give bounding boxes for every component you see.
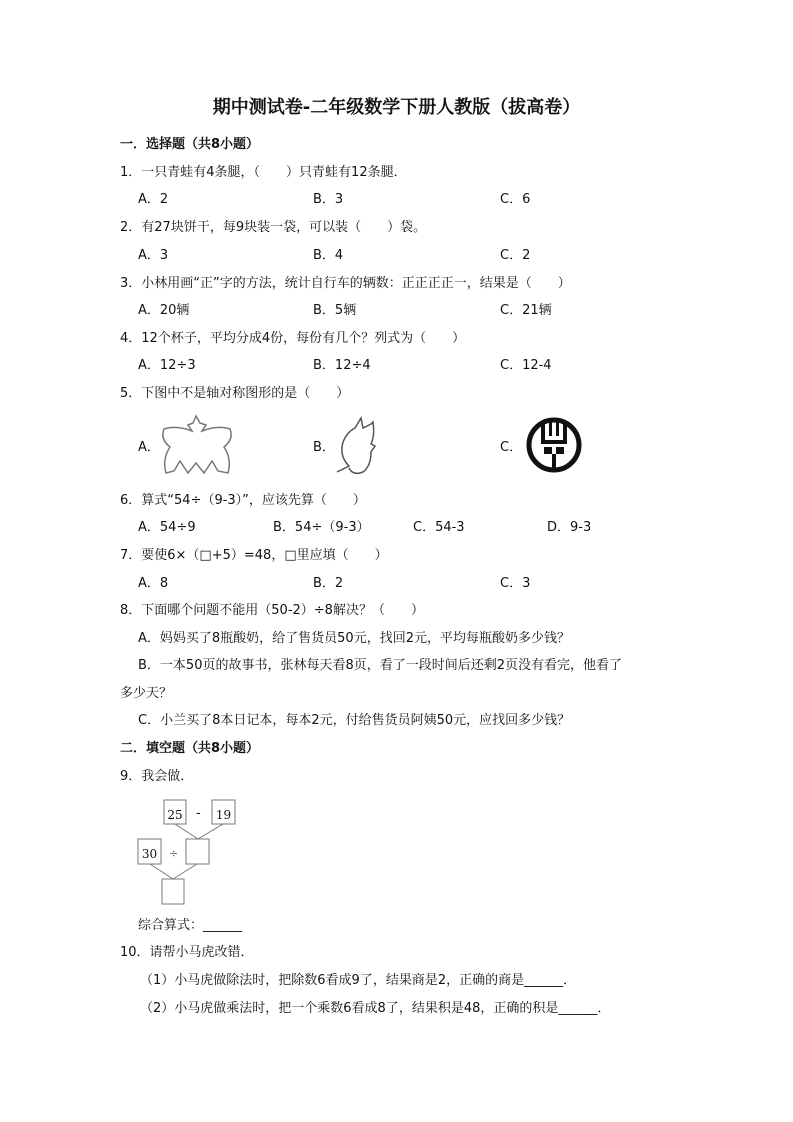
option-b: B．2: [313, 576, 344, 591]
option-c: C．: [500, 440, 523, 455]
question-10-part-2: （2）小马虎做乘法时，把一个乘数6看成8了，结果积是48，正确的积是______．: [140, 1001, 611, 1016]
combined-formula-blank[interactable]: 综合算式：______: [138, 918, 243, 933]
question-6: 6．算式“54÷（9-3）”，应该先算（ ）: [120, 493, 366, 508]
bank-logo-icon: [524, 414, 584, 476]
option-a: A．3: [138, 248, 169, 263]
question-7: 7．要使6×（□+5）=48，□里应填（ ）: [120, 548, 388, 563]
option-a: A．54÷9: [138, 520, 196, 535]
option-c: C．54-3: [413, 520, 465, 535]
diagram-number-19: 19: [215, 808, 232, 822]
section-heading-fill: 二．填空题（共8小题）: [120, 741, 260, 756]
leaf-shape-icon: [335, 416, 379, 478]
question-1: 1．一只青蛙有4条腿，（ ）只青蛙有12条腿．: [120, 165, 407, 180]
page-title: 期中测试卷-二年级数学下册人教版（拔高卷）: [212, 97, 581, 118]
option-b-continued: 多少天？: [120, 686, 173, 701]
question-8: 8．下面哪个问题不能用（50-2）÷8解决？（ ）: [120, 603, 424, 618]
option-a: A．: [138, 440, 160, 455]
option-c: C．3: [500, 576, 531, 591]
option-b: B．3: [313, 192, 344, 207]
butterfly-shape-icon: [160, 413, 236, 477]
question-10-part-1: （1）小马虎做除法时，把除数6看成9了，结果商是2，正确的商是______．: [140, 973, 577, 988]
question-3: 3．小林用画“正”字的方法，统计自行车的辆数：正正正正一，结果是（ ）: [120, 276, 571, 291]
option-a: A．12÷3: [138, 358, 196, 373]
option-b: B．一本50页的故事书，张林每天看8页，看了一段时间后还剩2页没有看完，他看了: [138, 658, 623, 673]
diagram-minus-sign: -: [196, 806, 201, 821]
diagram-number-25: 25: [167, 808, 183, 822]
option-c: C．2: [500, 248, 531, 263]
option-c: C．21辆: [500, 303, 552, 318]
question-5: 5．下图中不是轴对称图形的是（ ）: [120, 386, 350, 401]
option-a: A．2: [138, 192, 169, 207]
question-10: 10．请帮小马虎改错．: [120, 945, 254, 960]
option-a: A．20辆: [138, 303, 190, 318]
question-2: 2．有27块饼干，每9块装一袋，可以装（ ）袋。: [120, 220, 427, 235]
question-9: 9．我会做．: [120, 769, 194, 784]
option-b: B．54÷（9-3）: [273, 520, 370, 535]
option-b: B．5辆: [313, 303, 357, 318]
section-heading-choice: 一．选择题（共8小题）: [120, 137, 260, 152]
option-c: C．小兰买了8本日记本，每本2元，付给售货员阿姨50元，应找回多少钱？: [138, 713, 571, 728]
option-b: B．4: [313, 248, 344, 263]
option-d: D．9-3: [547, 520, 592, 535]
option-c: C．12-4: [500, 358, 552, 373]
option-b: B．12÷4: [313, 358, 371, 373]
option-a: A．妈妈买了8瓶酸奶，给了售货员50元，找回2元，平均每瓶酸奶多少钱？: [138, 631, 570, 646]
option-a: A．8: [138, 576, 169, 591]
question-4: 4．12个杯子，平均分成4份，每份有几个？列式为（ ）: [120, 331, 466, 346]
diagram-divide-sign: ÷: [169, 847, 179, 860]
option-c: C．6: [500, 192, 531, 207]
diagram-number-30: 30: [141, 847, 158, 861]
option-b: B．: [313, 440, 335, 455]
